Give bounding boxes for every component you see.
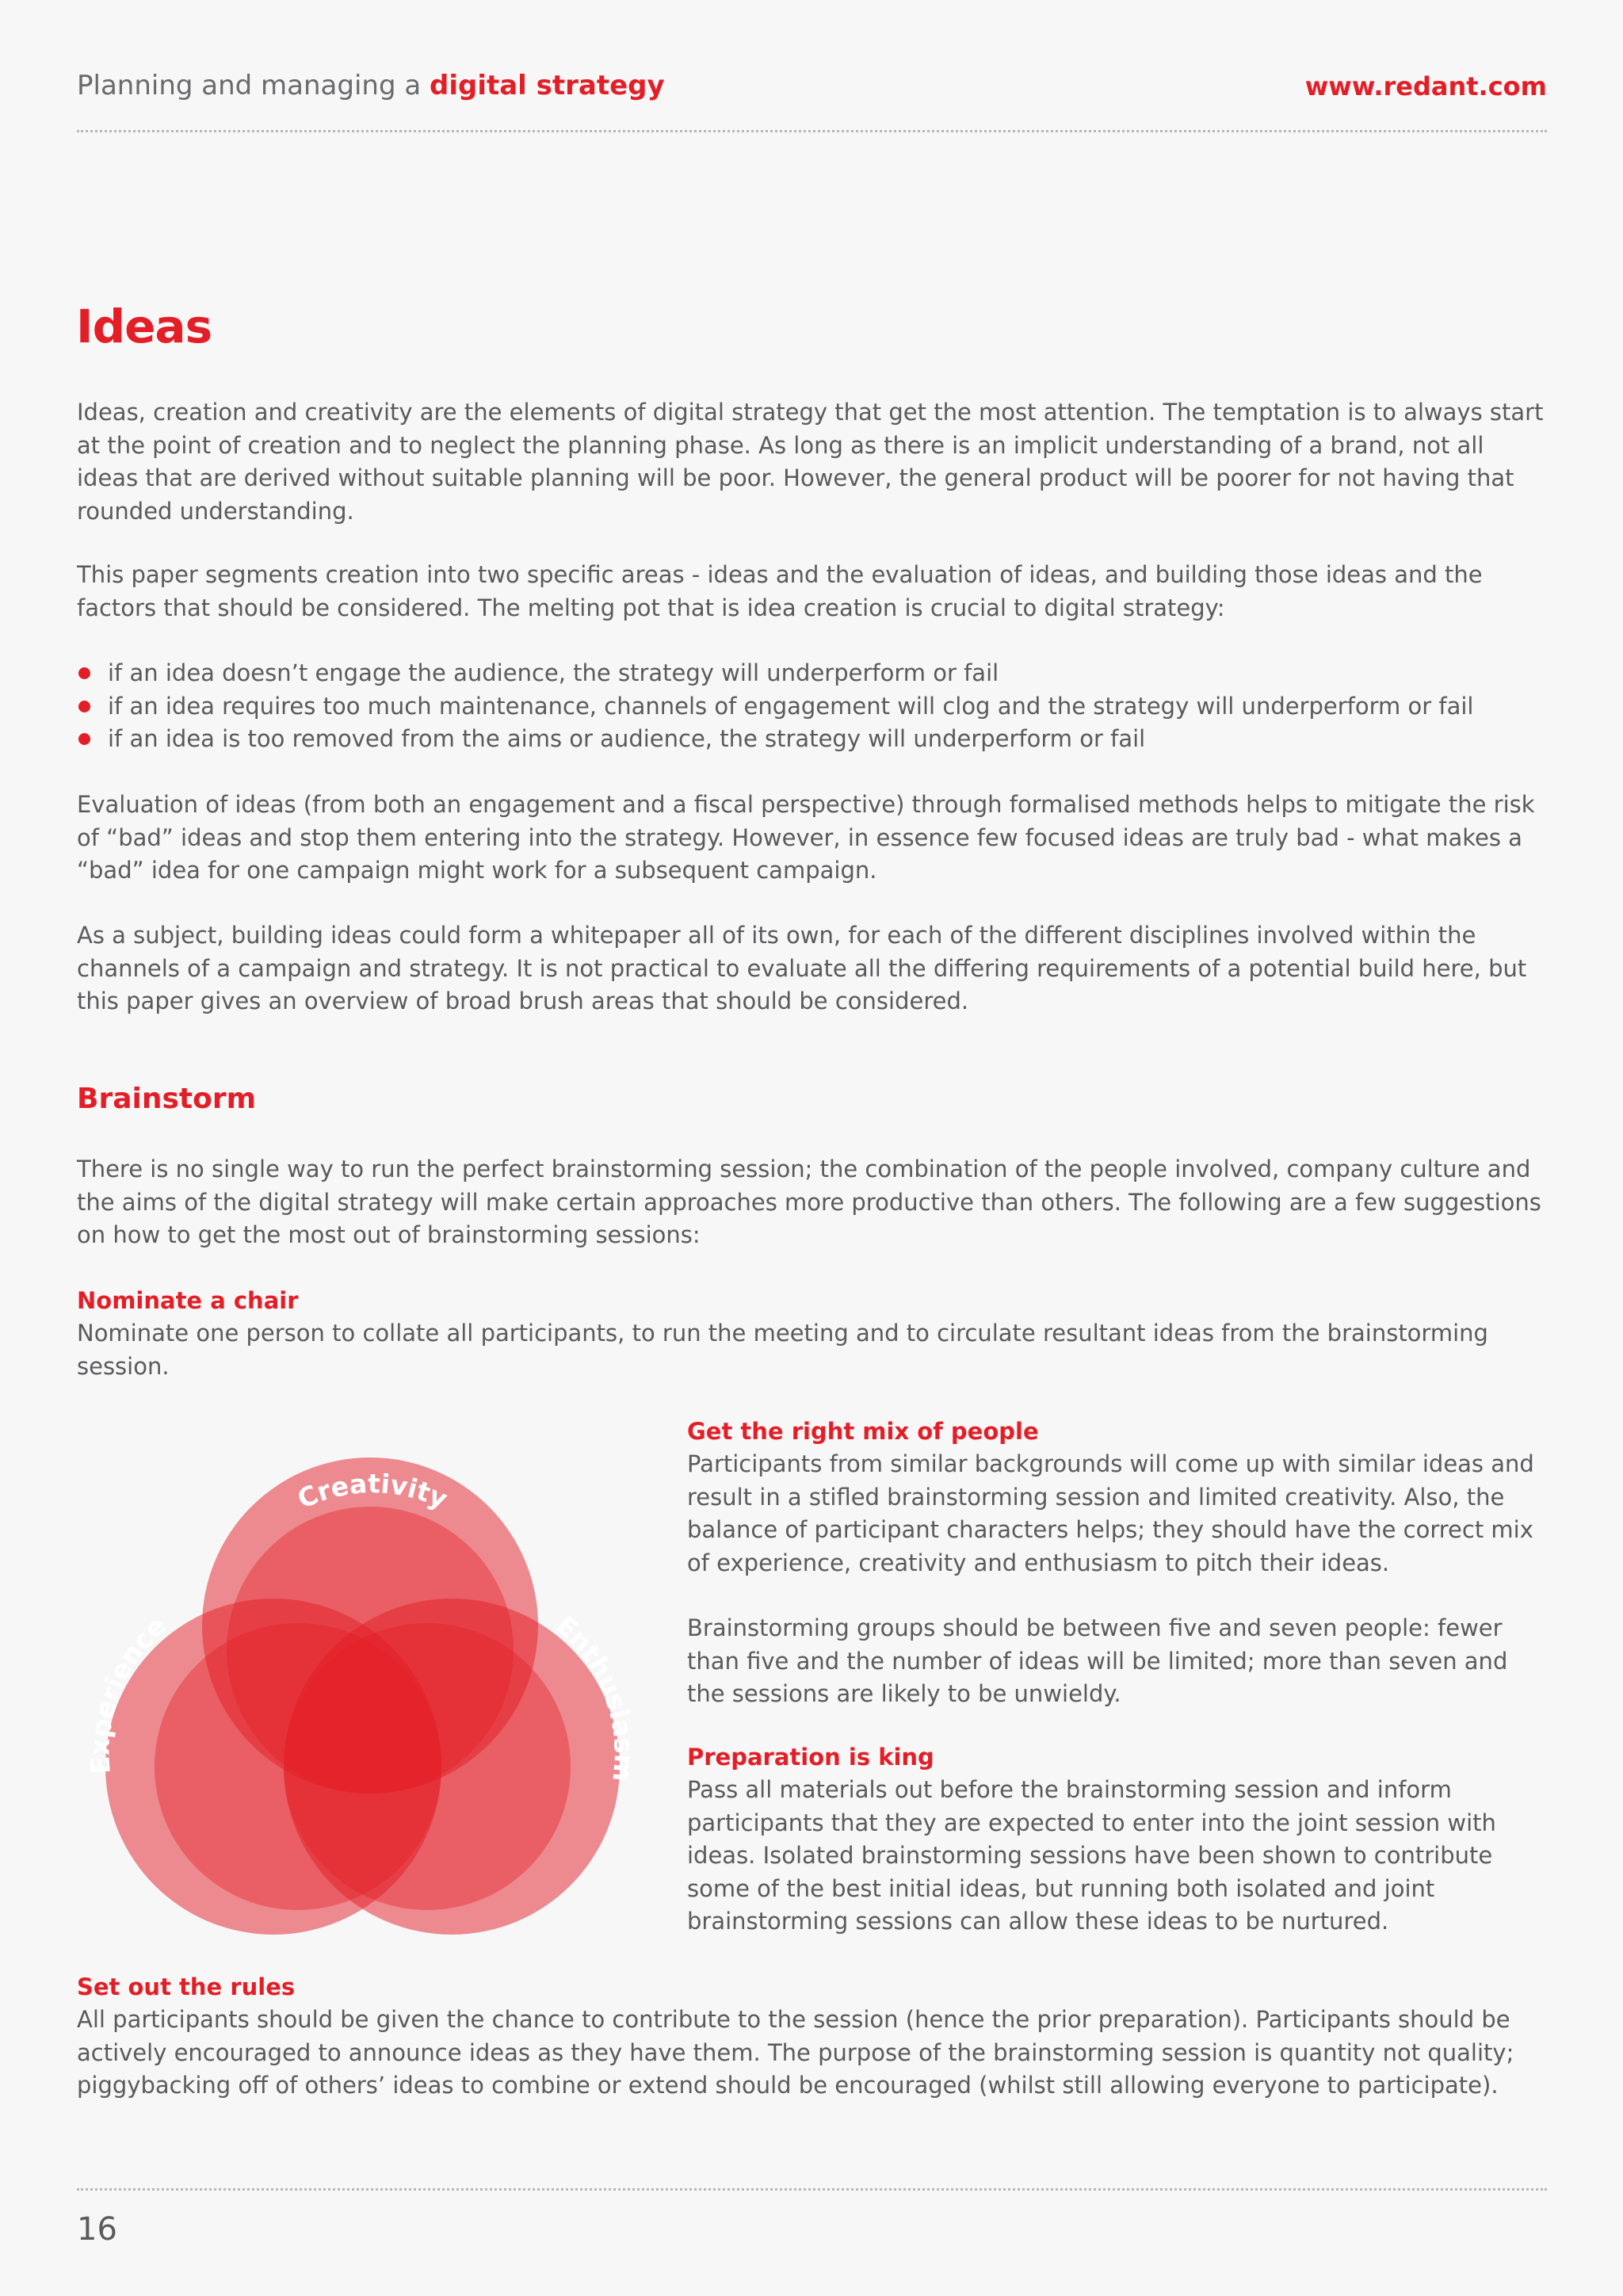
rules-text: All participants should be given the chance to contribute to the session (hence the prior preparation). Participants should be actively encouraged to announce ideas as they have them. The purpose of the brainstorming session is quantity not quality; piggybacking off of others’ ideas to combine or extend should be encouraged (whilst still allowing everyone to participate). <box>77 2006 1514 2099</box>
header-url-link[interactable]: www.redant.com <box>1304 71 1547 101</box>
header-title <box>77 70 665 101</box>
bullet-text: if an idea is too removed from the aims or audience, the strategy will underperform or fail <box>108 725 1146 752</box>
chair-block <box>77 1285 1551 1383</box>
bullet-text: if an idea doesn’t engage the audience, the strategy will underperform or fail <box>108 659 999 686</box>
section-title: Ideas <box>76 300 212 353</box>
brainstorm-heading: Brainstorm <box>77 1083 257 1115</box>
mix-paragraph-2: Brainstorming groups should be between five and seven people: fewer than five and the number of ideas will be limited; more than seven and the sessions are likely to be unwieldy. <box>687 1614 1508 1707</box>
intro-paragraph-1: Ideas, creation and creativity are the elements of digital strategy that get the most attention. The temptation is to always start at the point of creation and to neglect the planning phase. As long as there is an implicit understanding of a brand, not all ideas that are derived without suitable planning will be poor. However, the general product will be poorer for not having that rounded understanding. <box>77 399 1544 525</box>
header-title-emphasis: digital strategy <box>430 70 665 101</box>
evaluation-paragraph: Evaluation of ideas (from both an engagement and a fiscal perspective) through formalised methods helps to mitigate the risk of “bad” ideas and stop them entering into the strategy. However, in essence few focused ideas are truly bad - what makes a “bad” idea for one campaign might work for a subsequent campaign. <box>77 791 1535 884</box>
mix-block <box>687 1415 1551 1711</box>
venn-label-enthusiasm: Enthusiasm <box>550 1609 640 1783</box>
preparation-block <box>687 1741 1551 1939</box>
mix-heading: Get the right mix of people <box>687 1418 1039 1445</box>
bullet-dot-icon <box>78 733 90 745</box>
venn-diagram <box>76 1442 647 1950</box>
rules-heading: Set out the rules <box>77 1973 296 2000</box>
brainstorm-intro: There is no single way to run the perfect brainstorming session; the combination of the people involved, company culture and the aims of the digital strategy will make certain approaches more productive than others. The following are a few suggestions on how to get the most out of brainstorming sessions: <box>77 1156 1541 1248</box>
venn-label-creativity: Creativity <box>292 1468 453 1515</box>
bullet-dot-icon <box>78 701 90 712</box>
chair-heading: Nominate a chair <box>77 1287 299 1314</box>
footer-divider <box>77 2188 1547 2191</box>
risk-bullet-list <box>77 657 1551 756</box>
preparation-heading: Preparation is king <box>687 1744 934 1771</box>
venn-label-experience: Experience <box>84 1610 172 1775</box>
page-number: 16 <box>77 2211 117 2248</box>
chair-text: Nominate one person to collate all participants, to run the meeting and to circulate resultant ideas from the brainstorming session. <box>77 1320 1488 1380</box>
building-paragraph: As a subject, building ideas could form a whitepaper all of its own, for each of the different disciplines involved within the channels of a campaign and strategy. It is not practical to evaluate all the differing requirements of a potential build here, but this paper gives an overview of broad brush areas that should be considered. <box>77 922 1527 1014</box>
bullet-dot-icon <box>78 667 90 679</box>
header-title-prefix: Planning and managing a <box>77 70 430 101</box>
bullet-item <box>77 723 1551 756</box>
preparation-text: Pass all materials out before the brainstorming session and inform participants that they are expected to enter into the joint session with ideas. Isolated brainstorming sessions have been shown to contribute some of the best initial ideas, but running both isolated and joint brainstorming sessions can allow these ideas to be nurtured. <box>687 1776 1496 1935</box>
enthusiasm-circle <box>284 1623 571 1910</box>
bullet-item <box>77 690 1551 724</box>
bullet-item <box>77 657 1551 690</box>
header-divider <box>77 130 1547 132</box>
rules-block <box>77 1971 1551 2103</box>
mix-paragraph-1: Participants from similar backgrounds will come up with similar ideas and result in a stifled brainstorming session and limited creativity. Also, the balance of participant characters helps; they should have the correct mix of experience, creativity and enthusiasm to pitch their ideas. <box>687 1450 1534 1576</box>
intro-paragraph-2: This paper segments creation into two specific areas - ideas and the evaluation of ideas, and building those ideas and the factors that should be considered. The melting pot that is idea creation is crucial to digital strategy: <box>77 561 1483 621</box>
bullet-text: if an idea requires too much maintenance, channels of engagement will clog and the strategy will underperform or fail <box>108 692 1474 720</box>
